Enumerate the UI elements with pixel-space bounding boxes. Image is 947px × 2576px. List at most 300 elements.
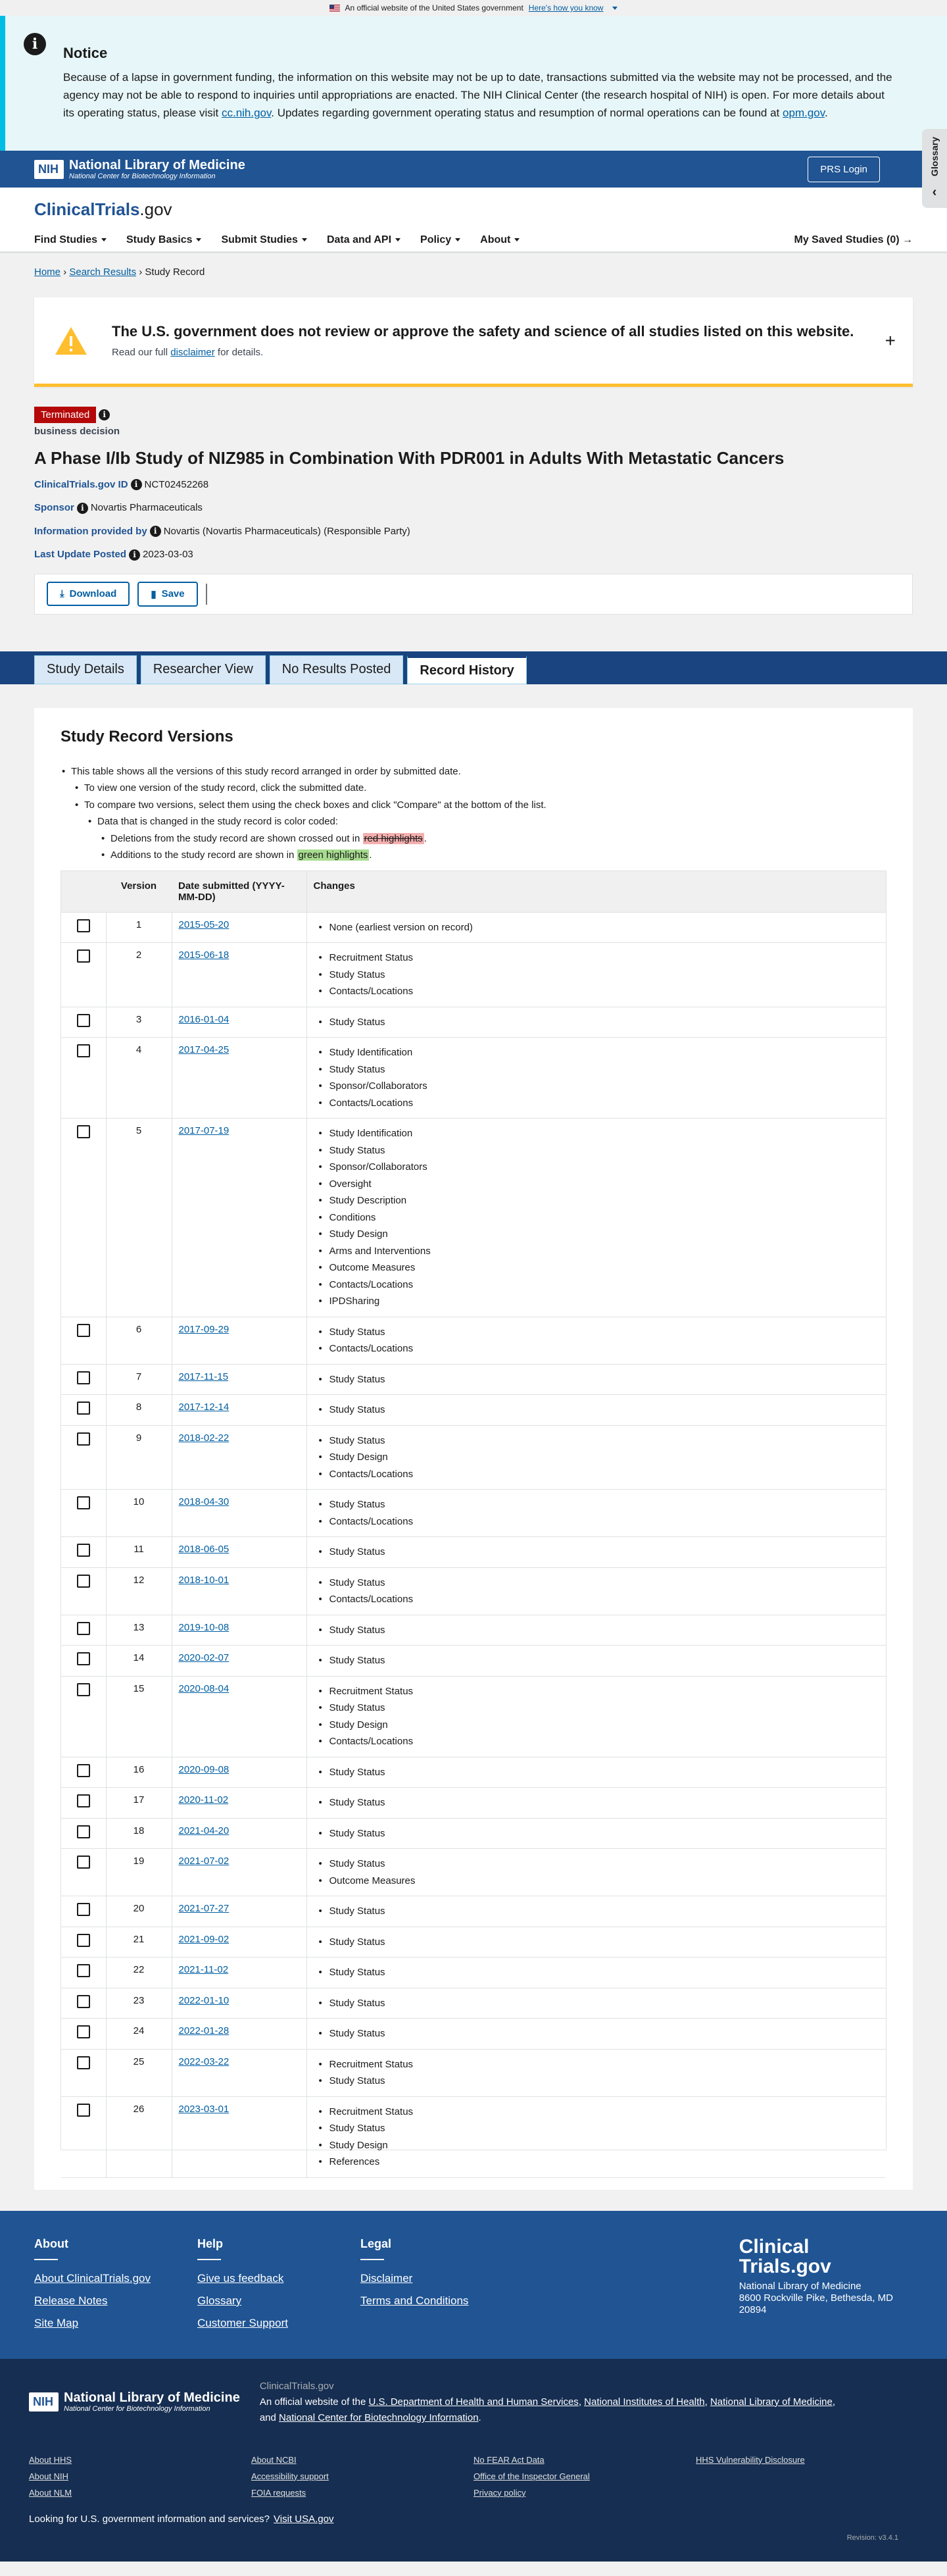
change-item: • Study Status bbox=[314, 1764, 880, 1781]
change-item: • Study Status bbox=[314, 1856, 880, 1873]
footer-link[interactable]: Glossary bbox=[197, 2294, 242, 2307]
table-row bbox=[61, 1007, 886, 1038]
prs-login-button[interactable]: PRS Login bbox=[808, 157, 880, 182]
change-item: • Arms and Interventions bbox=[314, 1243, 880, 1260]
download-icon: ⤓ bbox=[60, 588, 64, 600]
version-date-cell bbox=[172, 2049, 306, 2096]
version-date-link[interactable]: 2020-09-08 bbox=[178, 1763, 230, 1775]
table-row bbox=[61, 1957, 886, 1988]
change-item: • Sponsor/Collaborators bbox=[314, 1159, 880, 1176]
version-date-link[interactable]: 2020-11-02 bbox=[178, 1794, 229, 1806]
nav-policy[interactable]: Policy bbox=[420, 234, 460, 246]
row-select bbox=[61, 1119, 106, 1317]
version-date-cell bbox=[172, 1849, 306, 1896]
table-row bbox=[61, 2096, 886, 2177]
compare-checkbox[interactable] bbox=[77, 1652, 90, 1665]
footer-link[interactable]: About NCBI bbox=[251, 2454, 297, 2465]
compare-checkbox[interactable] bbox=[77, 1934, 90, 1947]
footer-link[interactable]: Terms and Conditions bbox=[360, 2294, 469, 2307]
change-item: • Study Identification bbox=[314, 1125, 880, 1142]
record-history-panel bbox=[34, 708, 913, 2190]
compare-checkbox[interactable] bbox=[77, 2025, 90, 2038]
row-select bbox=[61, 1567, 106, 1615]
footer-legal bbox=[360, 2237, 523, 2333]
version-number: 12 bbox=[106, 1567, 172, 1615]
row-select bbox=[61, 2096, 106, 2177]
compare-checkbox[interactable] bbox=[77, 1903, 90, 1916]
version-number: 19 bbox=[106, 1849, 172, 1896]
version-number: 26 bbox=[106, 2096, 172, 2177]
arrow-right-icon: → bbox=[902, 234, 913, 245]
version-date-cell bbox=[172, 1757, 306, 1788]
nav-submit-studies[interactable]: Submit Studies bbox=[221, 234, 306, 246]
usa-gov-link[interactable]: Visit USA.gov bbox=[274, 2513, 334, 2525]
footer-link[interactable]: Privacy policy bbox=[474, 2487, 526, 2498]
disclaimer-link[interactable]: disclaimer bbox=[170, 347, 215, 358]
change-item: • Study Status bbox=[314, 2025, 880, 2042]
explain-item: • To view one version of the study record, click the submitted date. bbox=[74, 780, 886, 797]
changes-list bbox=[314, 1014, 880, 1031]
change-item: • Recruitment Status bbox=[314, 2056, 880, 2073]
table-row bbox=[61, 1537, 886, 1568]
footer-address: National Library of Medicine 8600 Rockville Pike, Bethesda, MD 20894 bbox=[739, 2280, 893, 2315]
ncbi-link[interactable]: National Center for Biotechnology Information bbox=[279, 2412, 479, 2423]
footer-link[interactable]: Release Notes bbox=[34, 2294, 108, 2307]
change-item: • References bbox=[314, 2154, 880, 2171]
last-update-value: 2023-03-03 bbox=[143, 549, 193, 561]
save-button[interactable]: ▮ Save bbox=[137, 582, 197, 607]
change-item: • Outcome Measures bbox=[314, 1873, 880, 1890]
nih-link[interactable]: National Institutes of Health bbox=[584, 2396, 705, 2408]
version-number: 5 bbox=[106, 1119, 172, 1317]
version-date-link[interactable]: 2021-09-02 bbox=[178, 1933, 230, 1945]
compare-checkbox[interactable] bbox=[77, 1324, 90, 1337]
tab-researcher-view[interactable]: Researcher View bbox=[141, 655, 266, 684]
opm-link[interactable]: opm.gov bbox=[783, 107, 825, 120]
change-item: • Study Description bbox=[314, 1192, 880, 1209]
changes-cell bbox=[306, 1425, 886, 1490]
nlm-title: National Library of Medicine bbox=[69, 157, 245, 172]
version-date-cell bbox=[172, 1537, 306, 1568]
change-item: • Oversight bbox=[314, 1176, 880, 1193]
version-date-link[interactable]: 2018-06-05 bbox=[178, 1544, 230, 1555]
change-item: • Recruitment Status bbox=[314, 949, 880, 967]
info-icon[interactable]: i bbox=[99, 409, 110, 420]
compare-checkbox[interactable] bbox=[77, 1125, 90, 1138]
version-date-link[interactable]: 2018-04-30 bbox=[178, 1496, 230, 1508]
compare-checkbox[interactable] bbox=[77, 1995, 90, 2008]
compare-checkbox[interactable] bbox=[77, 1794, 90, 1807]
table-row bbox=[61, 1849, 886, 1896]
nlm-logo[interactable] bbox=[34, 159, 245, 180]
change-item: • Study Status bbox=[314, 1061, 880, 1078]
table-row bbox=[61, 1567, 886, 1615]
footer-link[interactable]: FOIA requests bbox=[251, 2487, 306, 2498]
change-item: • Study Design bbox=[314, 1226, 880, 1243]
status-badge: Terminated bbox=[34, 407, 96, 423]
changes-cell bbox=[306, 1567, 886, 1615]
clinicaltrials-logo[interactable]: ClinicalTrials.gov bbox=[34, 199, 172, 219]
compare-checkbox[interactable] bbox=[77, 1683, 90, 1696]
version-date-cell bbox=[172, 1425, 306, 1490]
nlm-header bbox=[0, 151, 947, 188]
footer-link[interactable]: HHS Vulnerability Disclosure bbox=[696, 2454, 805, 2465]
row-select bbox=[61, 1646, 106, 1677]
version-date-cell bbox=[172, 1007, 306, 1038]
footer-link[interactable]: Site Map bbox=[34, 2316, 79, 2329]
footer-link[interactable]: Give us feedback bbox=[197, 2271, 284, 2285]
table-row bbox=[61, 943, 886, 1007]
footer-link[interactable]: Disclaimer bbox=[360, 2271, 413, 2285]
changes-list bbox=[314, 1934, 880, 1951]
compare-checkbox[interactable] bbox=[77, 2104, 90, 2117]
change-item: • Contacts/Locations bbox=[314, 1095, 880, 1112]
change-item: • Study Status bbox=[314, 1014, 880, 1031]
version-number: 8 bbox=[106, 1395, 172, 1426]
action-bar bbox=[34, 574, 913, 615]
version-date-link[interactable]: 2015-05-20 bbox=[178, 919, 230, 930]
compare-checkbox[interactable] bbox=[77, 1432, 90, 1446]
change-item: • Study Status bbox=[314, 2120, 880, 2137]
footer-link[interactable]: Accessibility support bbox=[251, 2471, 329, 2481]
nlm-link[interactable]: National Library of Medicine bbox=[710, 2396, 833, 2408]
tab-no-results-posted[interactable]: No Results Posted bbox=[270, 655, 404, 684]
compare-checkbox[interactable] bbox=[77, 1856, 90, 1869]
compare-checkbox[interactable] bbox=[77, 1044, 90, 1057]
compare-checkbox[interactable] bbox=[77, 1622, 90, 1635]
compare-checkbox[interactable] bbox=[77, 1496, 90, 1509]
change-item: • Study Status bbox=[314, 1142, 880, 1159]
version-date-link[interactable]: 2021-07-27 bbox=[178, 1903, 230, 1915]
cc-nih-link[interactable]: cc.nih.gov bbox=[221, 107, 272, 120]
version-number: 13 bbox=[106, 1615, 172, 1646]
footer-link[interactable]: No FEAR Act Data bbox=[474, 2454, 545, 2465]
header-select bbox=[61, 871, 106, 913]
version-date-cell bbox=[172, 1567, 306, 1615]
info-icon[interactable]: i bbox=[131, 479, 142, 490]
compare-checkbox[interactable] bbox=[77, 1544, 90, 1557]
version-date-link[interactable]: 2018-10-01 bbox=[178, 1574, 230, 1586]
compare-checkbox[interactable] bbox=[77, 1964, 90, 1977]
changes-cell bbox=[306, 2049, 886, 2096]
version-date-link[interactable]: 2023-03-01 bbox=[178, 2103, 230, 2115]
version-date-cell bbox=[172, 1119, 306, 1317]
change-item: • Contacts/Locations bbox=[314, 1276, 880, 1294]
version-date-link[interactable]: 2017-11-15 bbox=[178, 1371, 229, 1382]
changes-list bbox=[314, 1903, 880, 1920]
change-item: • Sponsor/Collaborators bbox=[314, 1078, 880, 1095]
changes-cell bbox=[306, 1615, 886, 1646]
tab-study-details[interactable]: Study Details bbox=[34, 655, 137, 684]
nlm-footer-links bbox=[29, 2455, 918, 2498]
change-item: • Contacts/Locations bbox=[314, 1733, 880, 1750]
footer-about bbox=[34, 2237, 197, 2333]
compare-checkbox[interactable] bbox=[77, 1371, 90, 1384]
change-item: • Study Status bbox=[314, 1700, 880, 1717]
changes-cell bbox=[306, 1317, 886, 1364]
version-number: 18 bbox=[106, 1818, 172, 1849]
changes-cell bbox=[306, 1537, 886, 1568]
footer-link[interactable]: About HHS bbox=[29, 2454, 72, 2465]
compare-checkbox[interactable] bbox=[77, 919, 90, 932]
changes-list bbox=[314, 1496, 880, 1530]
versions-table bbox=[61, 871, 886, 2178]
change-item: • Study Design bbox=[314, 2137, 880, 2154]
info-icon[interactable]: i bbox=[77, 503, 88, 514]
version-date-cell bbox=[172, 1788, 306, 1819]
nav-find-studies[interactable]: Find Studies bbox=[34, 234, 107, 246]
table-row bbox=[61, 1646, 886, 1677]
version-date-cell bbox=[172, 1988, 306, 2019]
version-date-link[interactable]: 2022-01-28 bbox=[178, 2025, 230, 2037]
changes-list bbox=[314, 1794, 880, 1811]
table-row bbox=[61, 1896, 886, 1927]
change-item: • Study Status bbox=[314, 1402, 880, 1419]
version-date-link[interactable]: 2019-10-08 bbox=[178, 1621, 230, 1633]
footer-link[interactable]: About NIH bbox=[29, 2471, 68, 2481]
study-tabs bbox=[0, 651, 947, 684]
version-date-cell bbox=[172, 1896, 306, 1927]
table-row bbox=[61, 1119, 886, 1317]
version-date-link[interactable]: 2020-02-07 bbox=[178, 1652, 230, 1664]
changes-cell bbox=[306, 1007, 886, 1038]
version-date-cell bbox=[172, 1038, 306, 1119]
footer-link[interactable]: About NLM bbox=[29, 2487, 72, 2498]
version-date-link[interactable]: 2017-07-19 bbox=[178, 1125, 230, 1137]
change-item: • Study Status bbox=[314, 1825, 880, 1842]
footer-heading: Help bbox=[197, 2236, 224, 2250]
version-date-cell bbox=[172, 2096, 306, 2177]
row-select bbox=[61, 943, 106, 1007]
footer-ct-logo bbox=[739, 2237, 893, 2333]
version-date-cell bbox=[172, 1957, 306, 1988]
usa-gov-line: Looking for U.S. government information and services? Visit USA.gov bbox=[29, 2513, 334, 2525]
change-item: • Study Status bbox=[314, 1575, 880, 1592]
table-row bbox=[61, 1317, 886, 1364]
change-item: • Conditions bbox=[314, 1209, 880, 1226]
changes-list bbox=[314, 1683, 880, 1750]
nih-badge: NIH bbox=[29, 2392, 59, 2412]
row-select bbox=[61, 2049, 106, 2096]
row-select bbox=[61, 1537, 106, 1568]
table-row bbox=[61, 1927, 886, 1957]
changes-list bbox=[314, 2025, 880, 2042]
change-item: • Contacts/Locations bbox=[314, 1513, 880, 1530]
footer-heading: About bbox=[34, 2236, 68, 2250]
changes-list bbox=[314, 1371, 880, 1388]
version-date-cell bbox=[172, 1490, 306, 1537]
changes-cell bbox=[306, 1896, 886, 1927]
clinicaltrials-footer-logo[interactable]: Clinical Trials.gov bbox=[739, 2235, 831, 2277]
version-date-cell bbox=[172, 1927, 306, 1957]
changes-cell bbox=[306, 912, 886, 943]
breadcrumb-search-results[interactable]: Search Results bbox=[69, 266, 137, 278]
footer-link[interactable]: Office of the Inspector General bbox=[474, 2471, 590, 2481]
changes-list bbox=[314, 1402, 880, 1419]
changes-cell bbox=[306, 1038, 886, 1119]
official-site-text: ClinicalTrials.gov An official website of the U.S. Department of Health and Human Services, National Institutes of Health, National Library of Medicine, and National Center for Biotechnology Information. bbox=[259, 2380, 836, 2423]
info-provider-value: Novartis (Novartis Pharmaceuticals) (Responsible Party) bbox=[163, 525, 410, 537]
version-date-link[interactable]: 2017-12-14 bbox=[178, 1402, 230, 1413]
table-row bbox=[61, 1676, 886, 1757]
breadcrumb-home[interactable]: Home bbox=[34, 266, 61, 278]
version-number: 21 bbox=[106, 1927, 172, 1957]
changes-list bbox=[314, 919, 880, 936]
notice-title: Notice bbox=[63, 45, 108, 61]
disclaimer-text: Read our full disclaimer for details. bbox=[112, 347, 264, 358]
changes-cell bbox=[306, 1957, 886, 1988]
version-date-link[interactable]: 2017-09-29 bbox=[178, 1323, 230, 1335]
compare-checkbox[interactable] bbox=[77, 1825, 90, 1838]
header-date: Date submitted (YYYY-MM-DD) bbox=[172, 871, 306, 913]
version-number: 16 bbox=[106, 1757, 172, 1788]
version-number: 4 bbox=[106, 1038, 172, 1119]
row-select bbox=[61, 1007, 106, 1038]
explain-item: • This table shows all the versions of this study record arranged in order by submitted date. bbox=[61, 763, 886, 780]
table-row bbox=[61, 1395, 886, 1426]
version-date-cell bbox=[172, 1364, 306, 1395]
version-number: 6 bbox=[106, 1317, 172, 1364]
change-item: • Contacts/Locations bbox=[314, 1466, 880, 1483]
changes-list bbox=[314, 2056, 880, 2090]
disclaimer-alert[interactable] bbox=[34, 297, 913, 387]
changes-list bbox=[314, 1622, 880, 1639]
heres-how-link[interactable]: Here's how you know bbox=[528, 3, 604, 13]
table-row bbox=[61, 1425, 886, 1490]
version-date-link[interactable]: 2021-11-02 bbox=[178, 1964, 229, 1976]
compare-checkbox[interactable] bbox=[77, 1764, 90, 1777]
version-date-cell bbox=[172, 1615, 306, 1646]
changes-list bbox=[314, 1825, 880, 1842]
version-date-cell bbox=[172, 1646, 306, 1677]
info-icon[interactable]: i bbox=[129, 549, 140, 561]
expand-plus-icon[interactable]: + bbox=[885, 330, 896, 351]
shutdown-notice bbox=[0, 16, 947, 151]
nav-data-api[interactable]: Data and API bbox=[327, 234, 401, 246]
study-meta: ClinicalTrials.gov ID i NCT02452268 Sponsor i Novartis Pharmaceuticals Information provided by i Novartis (Novartis Pharmaceuticals) (Responsible Party) Last Update Posted i 2023-03-03 bbox=[34, 478, 410, 561]
row-select bbox=[61, 912, 106, 943]
row-select bbox=[61, 2019, 106, 2050]
download-button[interactable]: ⤓ Download bbox=[47, 582, 130, 606]
changes-list bbox=[314, 1652, 880, 1669]
changes-cell bbox=[306, 2096, 886, 2177]
row-select bbox=[61, 1425, 106, 1490]
chevron-left-icon: ‹ bbox=[932, 185, 937, 199]
my-saved-studies[interactable]: My Saved Studies (0) → bbox=[794, 234, 913, 245]
version-date-link[interactable]: 2022-01-10 bbox=[178, 1994, 230, 2006]
version-date-link[interactable]: 2015-06-18 bbox=[178, 949, 230, 961]
versions-table-scroll[interactable] bbox=[61, 871, 886, 2168]
change-item: • Outcome Measures bbox=[314, 1259, 880, 1276]
nlm-subtitle: National Center for Biotechnology Information bbox=[69, 172, 216, 180]
row-select bbox=[61, 1317, 106, 1364]
change-item: • Study Status bbox=[314, 1934, 880, 1951]
compare-checkbox[interactable] bbox=[77, 1575, 90, 1588]
changes-list bbox=[314, 1324, 880, 1357]
nav-study-basics[interactable]: Study Basics bbox=[126, 234, 201, 246]
table-row bbox=[61, 1615, 886, 1646]
changes-cell bbox=[306, 1364, 886, 1395]
gov-banner-text: An official website of the United States government bbox=[345, 3, 523, 13]
change-item: • Study Status bbox=[314, 967, 880, 984]
version-number: 1 bbox=[106, 912, 172, 943]
compare-checkbox[interactable] bbox=[77, 949, 90, 963]
change-item: • Study Status bbox=[314, 1995, 880, 2012]
row-select bbox=[61, 1038, 106, 1119]
nlm-footer-logo[interactable] bbox=[29, 2379, 240, 2426]
version-date-link[interactable]: 2016-01-04 bbox=[178, 1013, 230, 1025]
footer-link[interactable]: Customer Support bbox=[197, 2316, 288, 2329]
changes-list bbox=[314, 949, 880, 1000]
chevron-down-icon bbox=[612, 7, 618, 10]
row-select bbox=[61, 1818, 106, 1849]
breadcrumb: Home › Search Results › Study Record bbox=[34, 266, 205, 278]
row-select bbox=[61, 1849, 106, 1896]
version-date-link[interactable]: 2022-03-22 bbox=[178, 2056, 230, 2067]
changes-list bbox=[314, 1856, 880, 1889]
changes-cell bbox=[306, 1988, 886, 2019]
info-icon[interactable]: i bbox=[150, 526, 161, 537]
changes-cell bbox=[306, 1927, 886, 1957]
changes-list bbox=[314, 2104, 880, 2171]
compare-checkbox[interactable] bbox=[77, 1402, 90, 1415]
changes-cell bbox=[306, 1757, 886, 1788]
version-date-cell bbox=[172, 943, 306, 1007]
version-number: 24 bbox=[106, 2019, 172, 2050]
changes-cell bbox=[306, 1395, 886, 1426]
version-date-link[interactable]: 2020-08-04 bbox=[178, 1682, 230, 1694]
us-flag-icon bbox=[329, 5, 340, 12]
nav-about[interactable]: About bbox=[480, 234, 520, 246]
tab-record-history[interactable]: Record History bbox=[407, 655, 526, 684]
changes-cell bbox=[306, 1490, 886, 1537]
version-date-link[interactable]: 2018-02-22 bbox=[178, 1432, 230, 1444]
hhs-link[interactable]: U.S. Department of Health and Human Services bbox=[368, 2396, 579, 2408]
table-row bbox=[61, 1364, 886, 1395]
changes-cell bbox=[306, 1788, 886, 1819]
glossary-tab[interactable] bbox=[922, 129, 947, 208]
change-item: • Study Status bbox=[314, 1964, 880, 1981]
version-date-link[interactable]: 2021-07-02 bbox=[178, 1856, 230, 1867]
change-item: • Study Status bbox=[314, 1371, 880, 1388]
change-item: • Study Design bbox=[314, 1449, 880, 1466]
footer-help bbox=[197, 2237, 360, 2333]
row-select bbox=[61, 1364, 106, 1395]
status-reason: business decision bbox=[34, 426, 120, 437]
explain-item: • Deletions from the study record are shown crossed out in red highlights . bbox=[100, 830, 886, 847]
version-date-cell bbox=[172, 1395, 306, 1426]
version-date-link[interactable]: 2017-04-25 bbox=[178, 1044, 230, 1056]
changes-list bbox=[314, 1764, 880, 1781]
sponsor-value: Novartis Pharmaceuticals bbox=[90, 502, 203, 514]
compare-checkbox[interactable] bbox=[77, 2056, 90, 2069]
changes-cell bbox=[306, 1849, 886, 1896]
version-date-link[interactable]: 2021-04-20 bbox=[178, 1825, 230, 1836]
footer-link[interactable]: About ClinicalTrials.gov bbox=[34, 2271, 151, 2285]
row-select bbox=[61, 1957, 106, 1988]
version-date-cell bbox=[172, 2019, 306, 2050]
nlm-title: National Library of Medicine bbox=[64, 2390, 240, 2406]
explain-item: • Additions to the study record are shown in green highlights . bbox=[100, 847, 886, 864]
version-date-cell bbox=[172, 912, 306, 943]
change-item: • Recruitment Status bbox=[314, 1683, 880, 1700]
compare-checkbox[interactable] bbox=[77, 1014, 90, 1027]
version-number: 22 bbox=[106, 1957, 172, 1988]
change-item: • Study Status bbox=[314, 2073, 880, 2090]
changes-list bbox=[314, 1044, 880, 1111]
explain-item: • Data that is changed in the study record is color coded: bbox=[87, 813, 886, 830]
ct-header bbox=[0, 188, 947, 253]
